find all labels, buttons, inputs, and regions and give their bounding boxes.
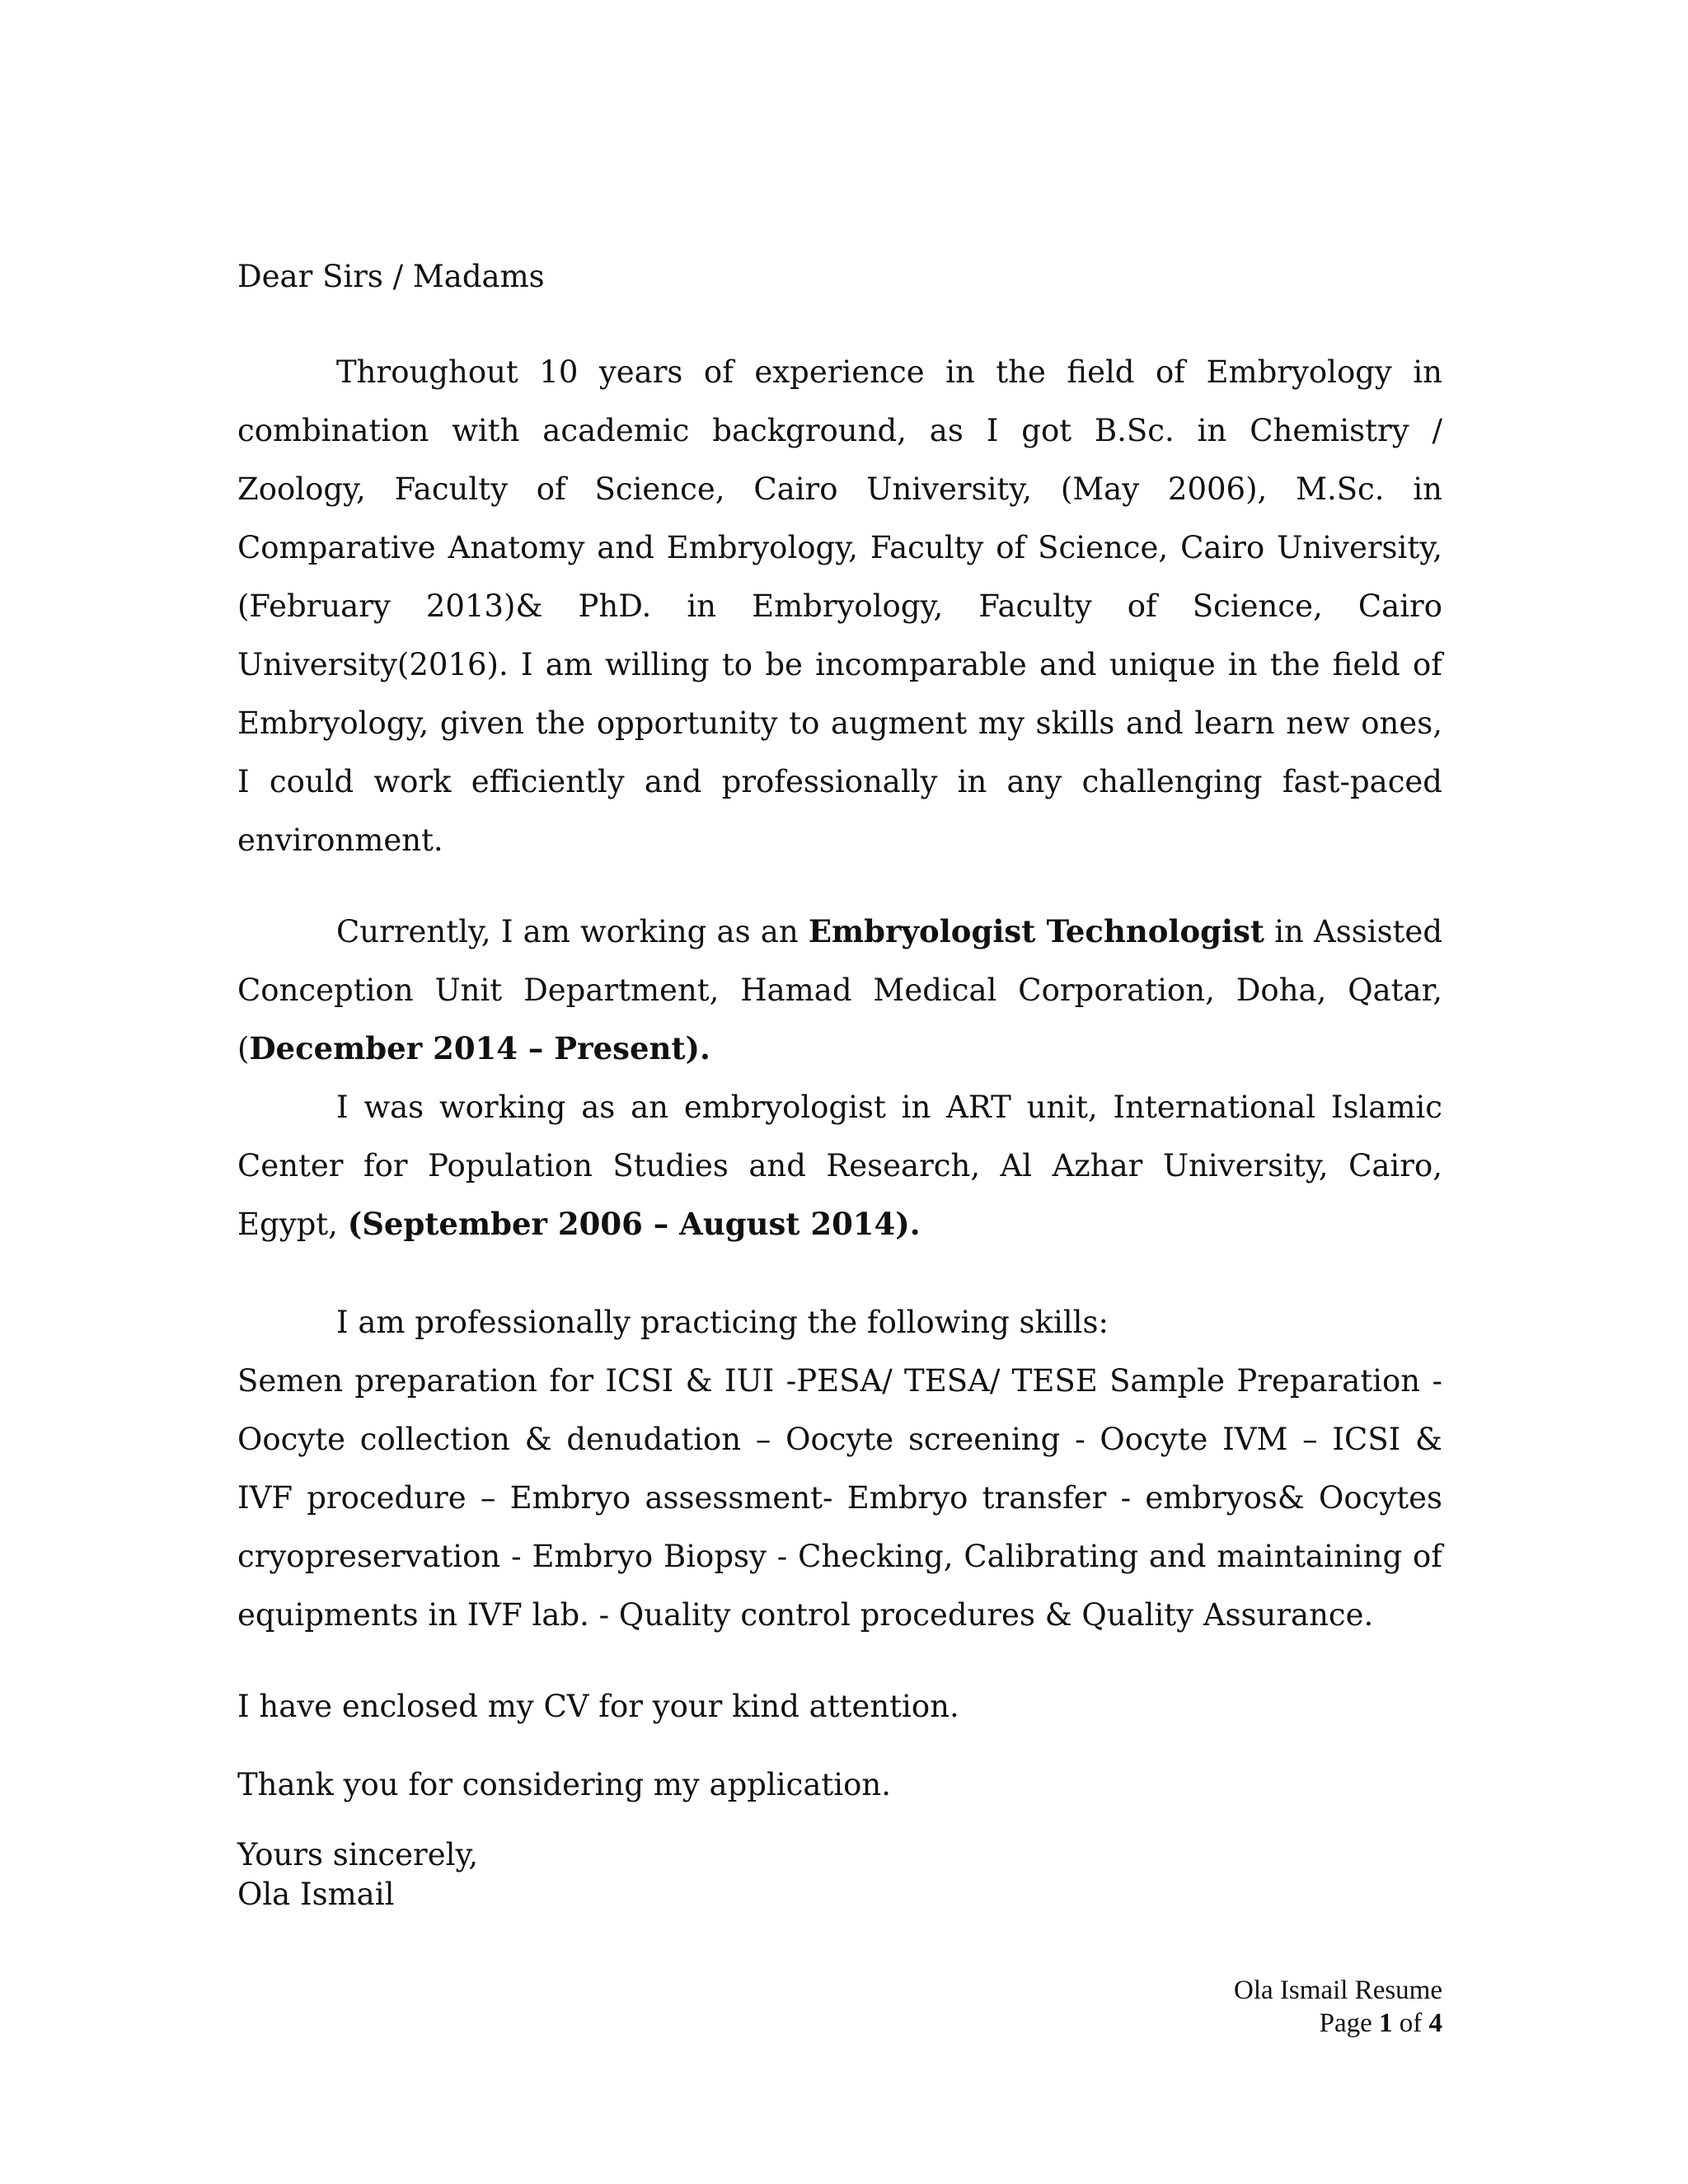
signature-name: Ola Ismail xyxy=(237,1877,395,1912)
cover-letter-body xyxy=(237,247,1442,1915)
current-position-details: in Assisted Conception Unit Department, Hamad Medical Corporation, Doha, Qatar, ( xyxy=(237,914,1443,1066)
previous-position-paragraph xyxy=(237,1078,1442,1254)
enclosed-note: I have enclosed my CV for your kind attention. xyxy=(237,1689,959,1724)
page-current: 1 xyxy=(1379,2008,1393,2038)
skills-heading: I am professionally practicing the following skills: xyxy=(336,1305,1109,1340)
page-footer xyxy=(1234,1974,1442,2040)
current-role: Embryologist Technologist xyxy=(808,913,1265,949)
footer-title: Ola Ismail Resume xyxy=(1234,1975,1442,2005)
skills-list: Semen preparation for ICSI & IUI -PESA/ TESA/ TESE Sample Preparation - Oocyte collection & denudation – Oocyte screening - Oocyte IVM – ICSI & IVF procedure – Embryo assessment- Embryo transfer - embryos& Oocytes cryopreservation - Embryo Biopsy - Checking, Calibrating and maintaining of equipments in IVF lab. - Quality control procedures & Quality Assurance. xyxy=(237,1363,1442,1633)
page-label: Page xyxy=(1319,2008,1379,2038)
page-of: of xyxy=(1392,2008,1429,2038)
current-position-dates: December 2014 – Present). xyxy=(249,1030,710,1066)
current-position-intro: Currently, I am working as an xyxy=(336,914,809,949)
page-total: 4 xyxy=(1428,2008,1442,2038)
closing-phrase: Yours sincerely, xyxy=(237,1837,479,1872)
signoff-block xyxy=(237,1835,1442,1915)
intro-paragraph: Throughout 10 years of experience in the field of Embryology in combination with academic background, as I got B.Sc. in Chemistry / Zoology, Faculty of Science, Cairo University, (May 2006), M.Sc. in Comparative Anatomy and Embryology, Faculty of Science, Cairo University, (February 2013)& PhD. in Embryology, Faculty of Science, Cairo University(2016). I am willing to be incomparable and unique in the field of Embryology, given the opportunity to augment my skills and learn new ones, I could work efficiently and professionally in any challenging fast-paced environment. xyxy=(237,354,1442,858)
salutation: Dear Sirs / Madams xyxy=(237,259,545,294)
previous-position-details: I was working as an embryologist in ART unit, International Islamic Center for Population Studies and Research, Al Azhar University, Cairo, Egypt, xyxy=(237,1090,1442,1242)
previous-position-dates: (September 2006 – August 2014). xyxy=(347,1206,921,1242)
current-position-paragraph xyxy=(237,902,1442,1078)
thanks-note: Thank you for considering my application. xyxy=(237,1767,891,1802)
page-number xyxy=(1234,2007,1442,2040)
